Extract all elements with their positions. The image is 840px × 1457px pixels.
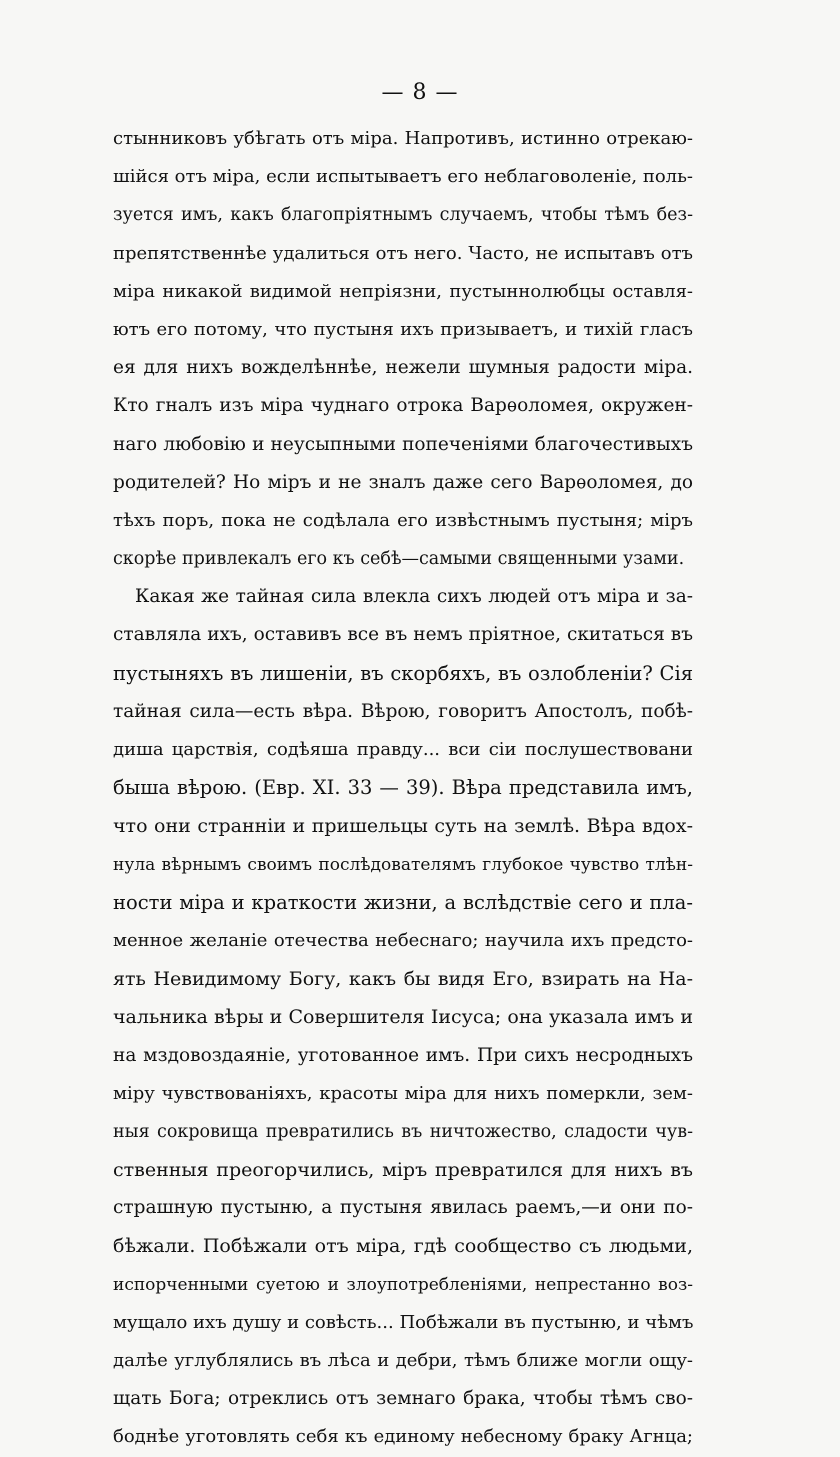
text-line: мущало ихъ душу и совѣсть... Побѣжали въ пустыню, и чѣмъ: [113, 1311, 693, 1333]
text-line: далѣе углублялись въ лѣса и дебри, тѣмъ ближе могли ощу-: [113, 1350, 693, 1371]
text-line: ея для нихъ вожделѣннѣе, нежели шумныя радости міра.: [113, 357, 693, 379]
text-line: препятственнѣе удалиться отъ него. Часто, не испытавъ отъ: [113, 242, 693, 264]
text-line: Какая же тайная сила влекла сихъ людей отъ міра и за-: [135, 586, 693, 608]
text-line: на мздовоздаяніе, уготованное имъ. При сихъ несродныхъ: [113, 1044, 693, 1066]
text-line: испорченными суетою и злоупотребленіями, непрестанно воз-: [113, 1274, 693, 1295]
text-line: щать Бога; отреклись отъ земнаго брака, чтобы тѣмъ сво-: [113, 1388, 693, 1410]
text-line: міра никакой видимой непріязни, пустыннолюбцы оставля-: [113, 280, 693, 302]
text-line: зуется имъ, какъ благопріятнымъ случаемъ, чтобы тѣмъ без-: [113, 205, 693, 226]
text-line: родителей? Но міръ и не зналъ даже сего Варѳоломея, до: [113, 471, 693, 493]
text-line: страшную пустыню, а пустыня явилась раемъ,—и они по-: [113, 1197, 693, 1219]
text-line: менное желаніе отечества небеснаго; научила ихъ предсто-: [113, 929, 693, 951]
text-line: нула вѣрнымъ своимъ послѣдователямъ глубокое чувство тлѣн-: [113, 854, 693, 875]
text-line: тѣхъ поръ, пока не содѣлала его извѣстнымъ пустыня; міръ: [113, 509, 693, 531]
text-line: стынниковъ убѣгать отъ міра. Напротивъ, истинно отрекаю-: [113, 128, 693, 149]
page-number: — 8 —: [381, 80, 459, 105]
text-line: пустыняхъ въ лишеніи, въ скорбяхъ, въ озлобленіи? Сія: [113, 661, 693, 685]
text-line: диша царствія, содѣяша правду... вси сіи послушествовани: [113, 739, 693, 760]
text-line: что они странніи и пришельцы суть на землѣ. Вѣра вдох-: [113, 815, 693, 838]
text-line: ютъ его потому, что пустыня ихъ призываетъ, и тихій гласъ: [113, 318, 693, 340]
text-line: Кто гналъ изъ міра чуднаго отрока Варѳоломея, окружен-: [113, 395, 693, 417]
text-line: бѣжали. Побѣжали отъ міра, гдѣ сообщество съ людьми,: [113, 1235, 693, 1258]
text-line: ственныя преогорчились, міръ превратился для нихъ въ: [113, 1159, 693, 1182]
text-line: ставляла ихъ, оставивъ все въ немъ пріятное, скитаться въ: [113, 624, 693, 646]
text-line: шійся отъ міра, если испытываетъ его неблаговоленіе, поль-: [113, 166, 693, 188]
text-line: быша вѣрою. (Евр. XI. 33 — 39). Вѣра представила имъ,: [113, 776, 693, 800]
text-line: боднѣе уготовлять себя къ единому небесному браку Агнца;: [113, 1426, 693, 1448]
text-line: ять Невидимому Богу, какъ бы видя Его, взирать на На-: [113, 968, 693, 991]
text-line: ности міра и краткости жизни, а вслѣдствіе сего и пла-: [113, 890, 693, 914]
body-text: [113, 120, 693, 1457]
text-line: тайная сила—есть вѣра. Вѣрою, говоритъ Апостолъ, побѣ-: [113, 700, 693, 722]
text-line: чальника вѣры и Совершителя Іисуса; она указала имъ и: [113, 1006, 693, 1029]
text-line: скорѣе привлекалъ его къ себѣ—самыми священными узами.: [113, 549, 685, 570]
paragraph: [113, 120, 693, 578]
text-line: ныя сокровища превратились въ ничтожество, сладости чув-: [113, 1121, 693, 1142]
text-line: наго любовію и неусыпными попеченіями благочестивыхъ: [113, 433, 693, 455]
text-line: міру чувствованіяхъ, красоты міра для нихъ померкли, зем-: [113, 1082, 693, 1104]
paragraph: [113, 578, 693, 1456]
